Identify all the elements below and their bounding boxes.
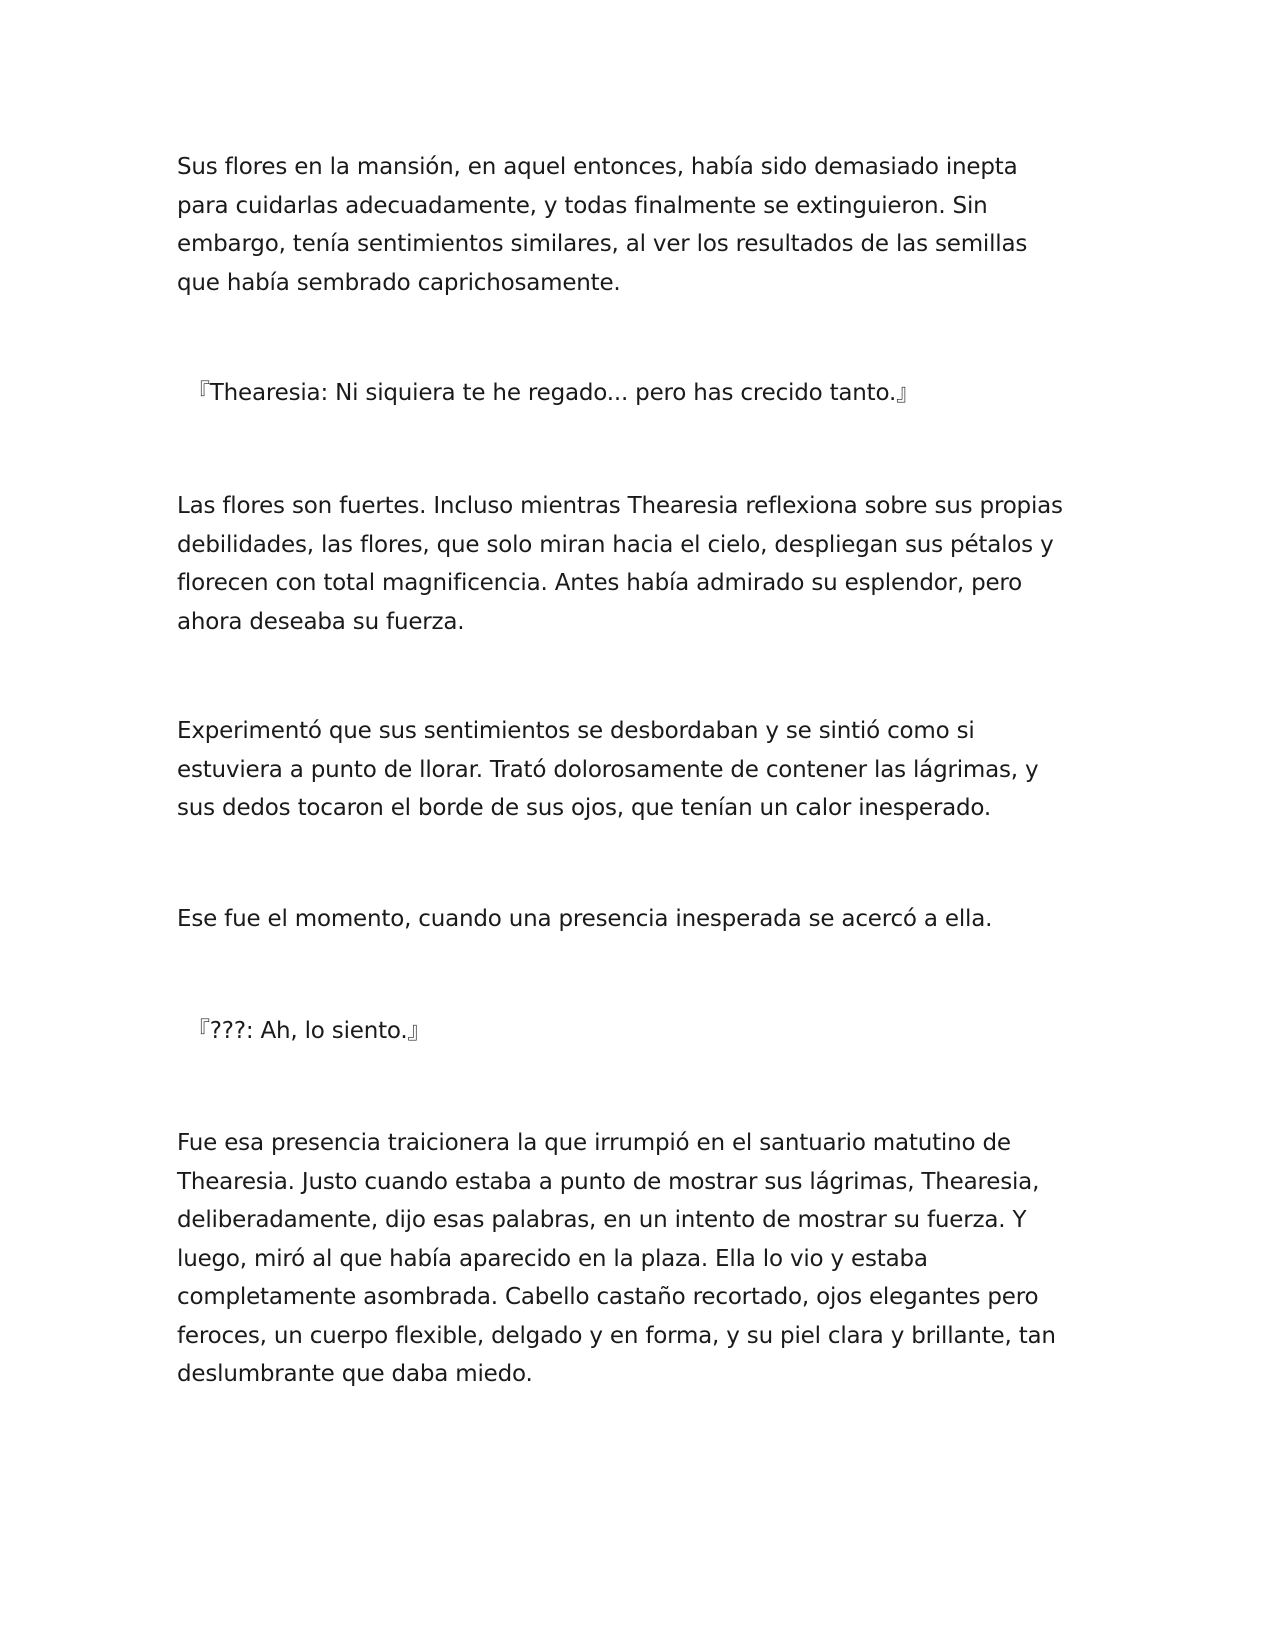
paragraph-line: Experimentó que sus sentimientos se desbordaban y se sintió como si <box>177 718 975 744</box>
paragraph-line: luego, miró al que había aparecido en la plaza. Ella lo vio y estaba <box>177 1245 928 1272</box>
paragraph-line: florecen con total magnificencia. Antes había admirado su esplendor, pero <box>177 570 1023 596</box>
paragraph-5 <box>177 1124 1117 1394</box>
paragraph-line: Thearesia. Justo cuando estaba a punto de mostrar sus lágrimas, Thearesia, <box>177 1168 1040 1195</box>
paragraph-line: feroces, un cuerpo flexible, delgado y en forma, y su piel clara y brillante, tan <box>177 1322 1056 1349</box>
paragraph-line: debilidades, las flores, que solo miran hacia el cielo, despliegan sus pétalos y <box>177 531 1054 558</box>
paragraph-1 <box>177 148 1117 302</box>
paragraph-4 <box>177 900 1117 939</box>
paragraph-3 <box>177 712 1117 828</box>
paragraph-line: Fue esa presencia traicionera la que irrumpió en el santuario matutino de <box>177 1130 1011 1156</box>
paragraph-line: sus dedos tocaron el borde de sus ojos, que tenían un calor inesperado. <box>177 795 991 821</box>
paragraph-line: Ese fue el momento, cuando una presencia inesperada se acercó a ella. <box>177 906 993 932</box>
paragraph-line: embargo, tenía sentimientos similares, al ver los resultados de las semillas <box>177 231 1028 257</box>
paragraph-line: que había sembrado caprichosamente. <box>177 269 621 296</box>
dialogue-line-1: 『Thearesia: Ni siquiera te he regado... pero has crecido tanto.』 <box>187 380 919 406</box>
paragraph-line: para cuidarlas adecuadamente, y todas finalmente se extinguieron. Sin <box>177 192 988 219</box>
paragraph-line: deslumbrante que daba miedo. <box>177 1361 533 1387</box>
paragraph-line: Las flores son fuertes. Incluso mientras Thearesia reflexiona sobre sus propias <box>177 493 1063 519</box>
paragraph-line: completamente asombrada. Cabello castaño recortado, ojos elegantes pero <box>177 1284 1039 1310</box>
paragraph-2 <box>177 487 1117 641</box>
paragraph-line: Sus flores en la mansión, en aquel entonces, había sido demasiado inepta <box>177 154 1018 180</box>
paragraph-line: estuviera a punto de llorar. Trató dolorosamente de contener las lágrimas, y <box>177 756 1039 783</box>
dialogue-line-2: 『???: Ah, lo siento.』 <box>187 1018 431 1044</box>
paragraph-line: deliberadamente, dijo esas palabras, en un intento de mostrar su fuerza. Y <box>177 1207 1027 1233</box>
paragraph-line: ahora deseaba su fuerza. <box>177 608 465 635</box>
